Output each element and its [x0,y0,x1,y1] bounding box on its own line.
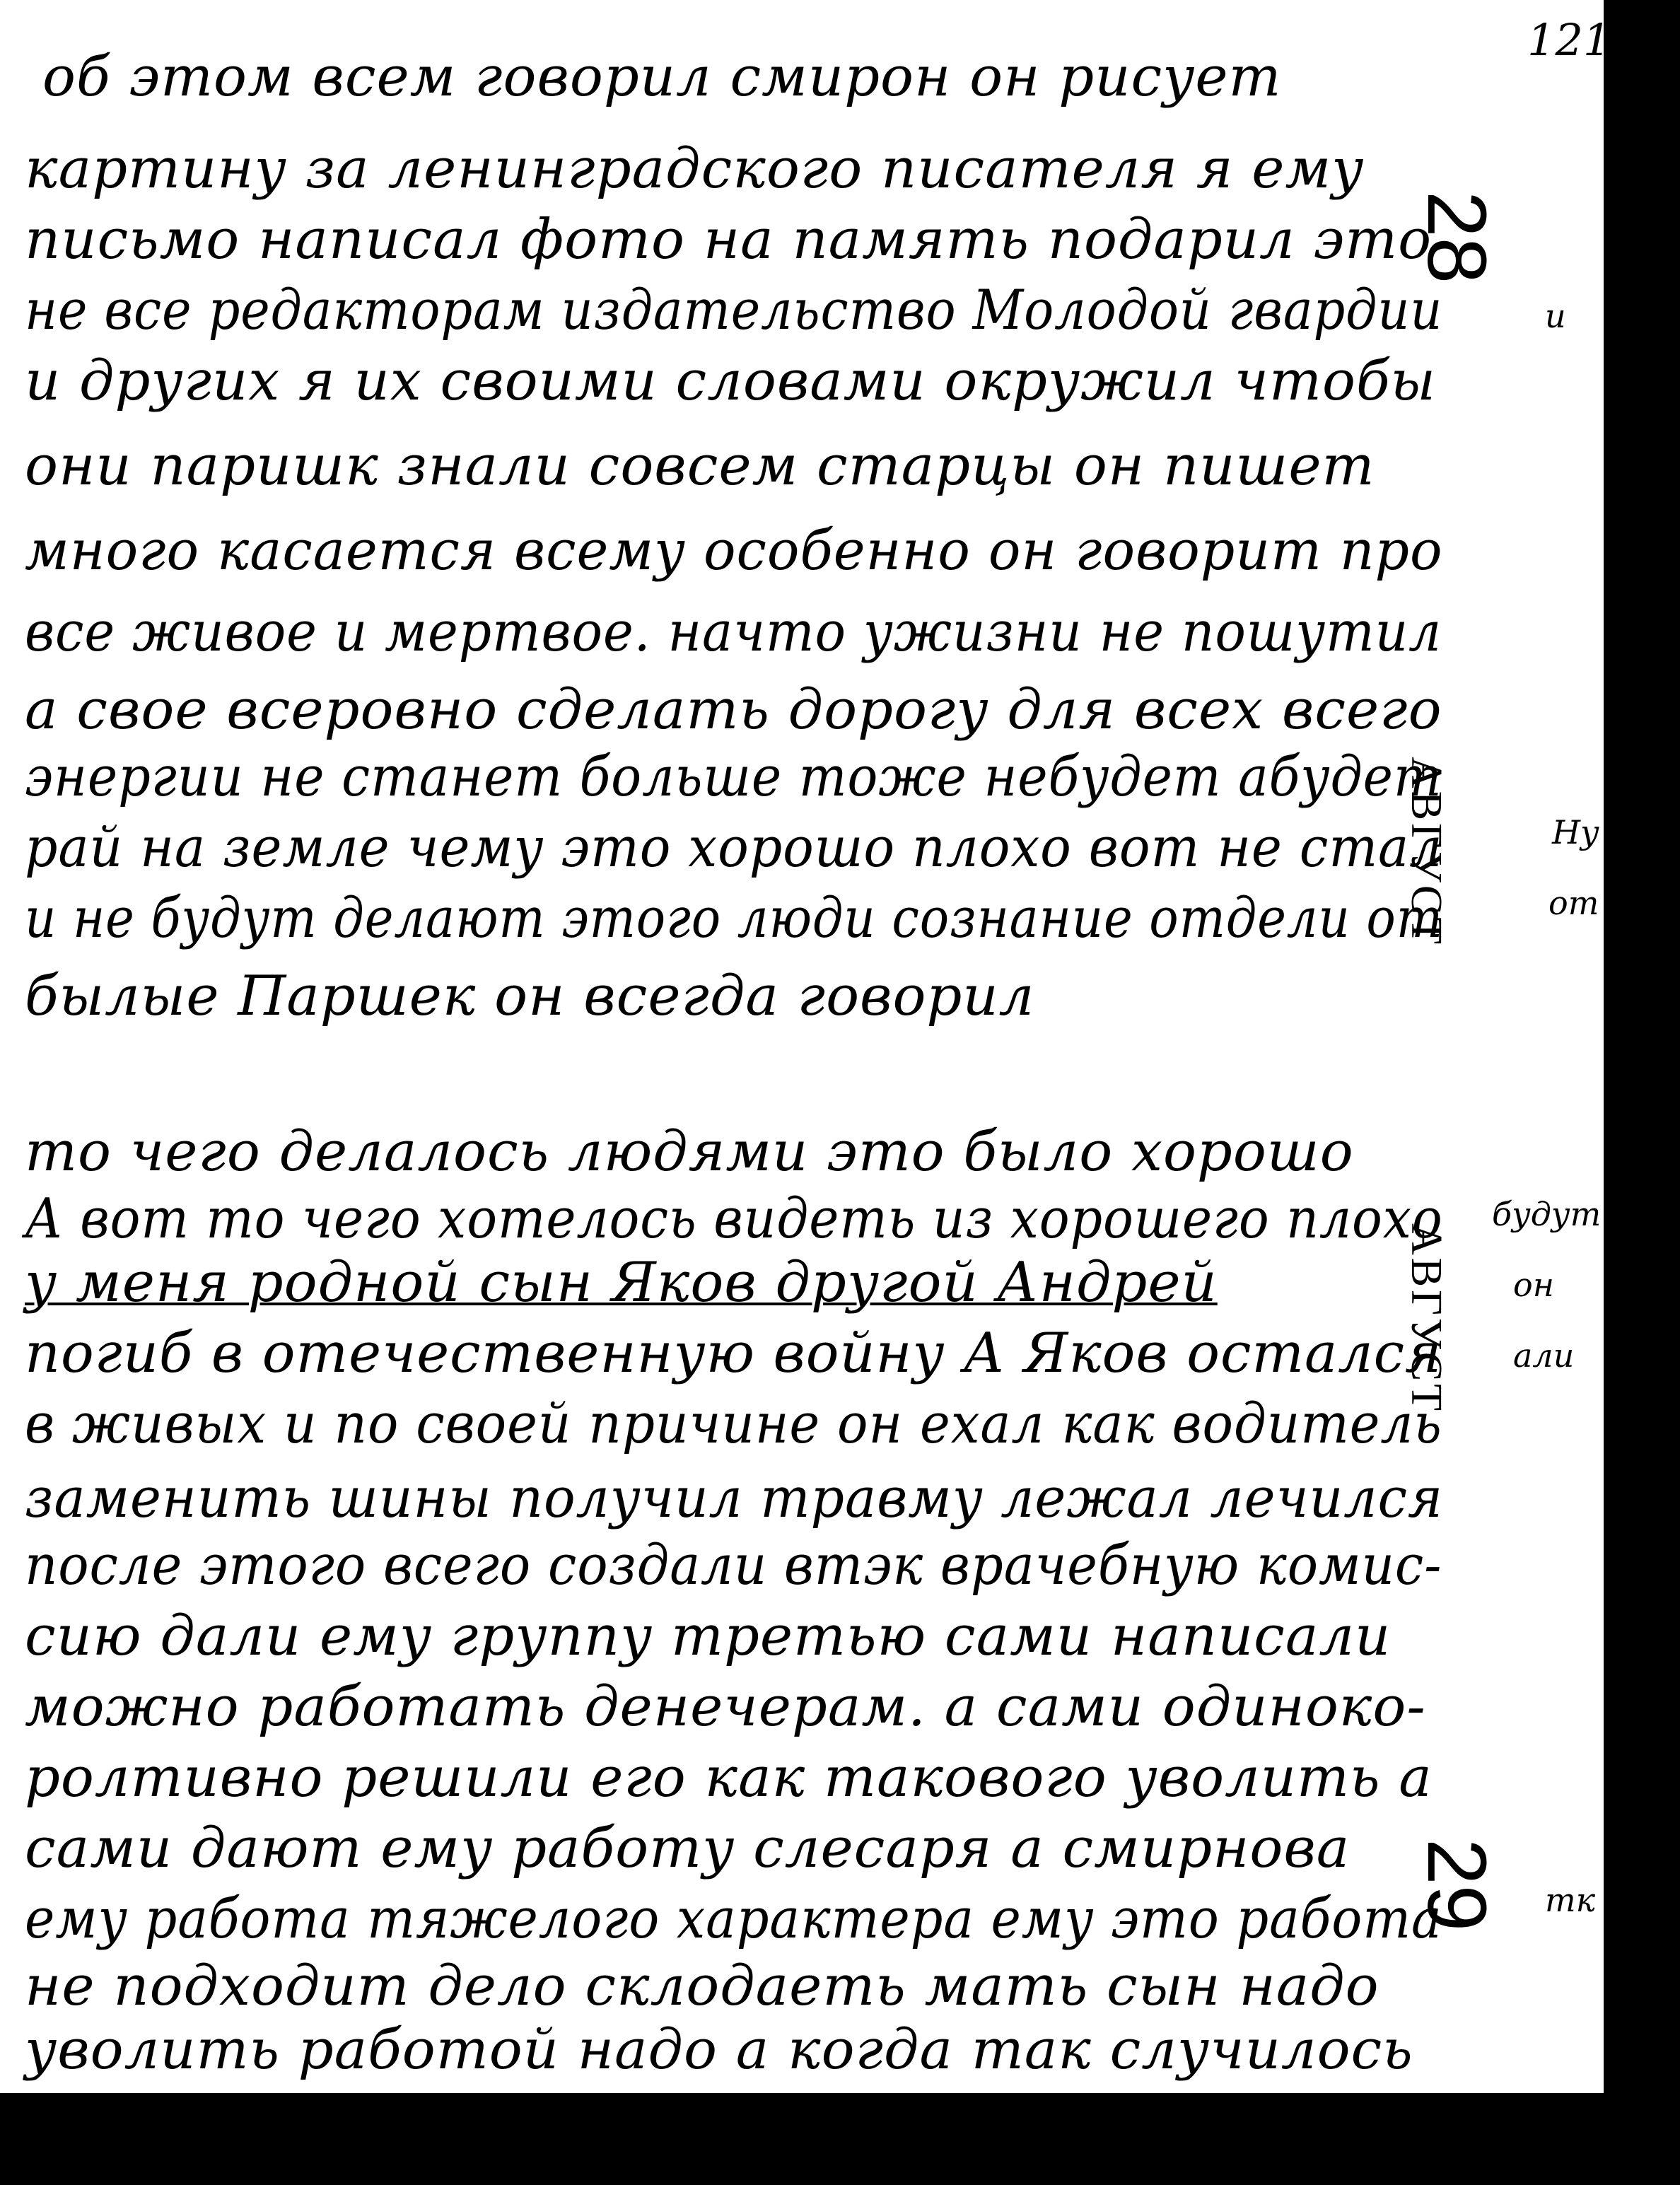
text-line-underlined: у меня родной сын Яков другой Андрей [25,1251,1218,1315]
text-line: уволить работой надо а когда так случилось [25,2018,1413,2082]
margin-note: али [1513,1336,1575,1375]
text-line: картину за ленинградского писателя я ему [25,137,1365,201]
text-line: былые Паршек он всегда говорил [25,965,1035,1028]
margin-note: от [1548,884,1599,922]
margin-note: тк [1545,1881,1596,1919]
margin-note: будут [1492,1195,1602,1233]
margin-note: Ну [1552,813,1599,851]
margin-note: и [1545,297,1566,335]
text-line: А вот то чего хотелось видеть из хорошего плохо [25,1187,1443,1251]
stamp-month-top: АВГУСТ [1402,757,1450,948]
text-line: в живых и по своей причине он ехал как водитель [25,1392,1442,1456]
text-line: погиб в отечественную войну А Яков остался [25,1322,1442,1385]
text-line: и не будут делают этого люди сознание отдели от [25,887,1443,950]
text-line: ролтивно решили его как такового уволить а [25,1746,1433,1810]
text-line: много касается всему особенно он говорит про [25,519,1443,583]
text-line: сию дали ему группу третью сами написали [25,1604,1392,1668]
text-line: не подходит дело склодаеть мать сын надо [25,1954,1379,2018]
margin-note: он [1513,1266,1554,1304]
text-line: и других я их своими словами окружил чтобы [25,349,1437,413]
text-line: об этом всем говорил смирон он рисует [42,45,1282,109]
text-line: можно работать денечерам. а сами одиноко- [25,1675,1426,1739]
text-line: не все редакторам издательство Молодой гвардии [25,279,1443,342]
text-line: сами дают ему работу слесаря а смирнова [25,1817,1351,1880]
text-line: энергии не станет больше тоже небудет абудет [25,745,1442,809]
text-line: а свое всеровно сделать дорогу для всех всего [25,678,1442,742]
text-line: рай на земле чему это хорошо плохо вот не стал [25,816,1443,880]
text-line: ему работа тяжелого характера ему это работа [25,1887,1442,1951]
text-line: заменить шины получил травму лежал лечился [25,1467,1444,1530]
text-line: они паришк знали совсем старцы он пишет [25,434,1375,498]
text-line: то чего делалось людями это было хорошо [25,1120,1354,1184]
text-line: письмо написал фото на память подарил это [25,208,1433,272]
text-line: после этого всего создали втэк врачебную комис- [25,1534,1442,1597]
stamp-number-bottom: 29 [1410,1839,1503,1932]
stamp-number-top: 28 [1410,191,1503,284]
page-number: 121 [1527,14,1611,66]
text-line: все живое и мертвое. начто ужизни не пошутил [25,600,1442,664]
stamp-month-middle: АВГУСТ [1402,1223,1450,1414]
